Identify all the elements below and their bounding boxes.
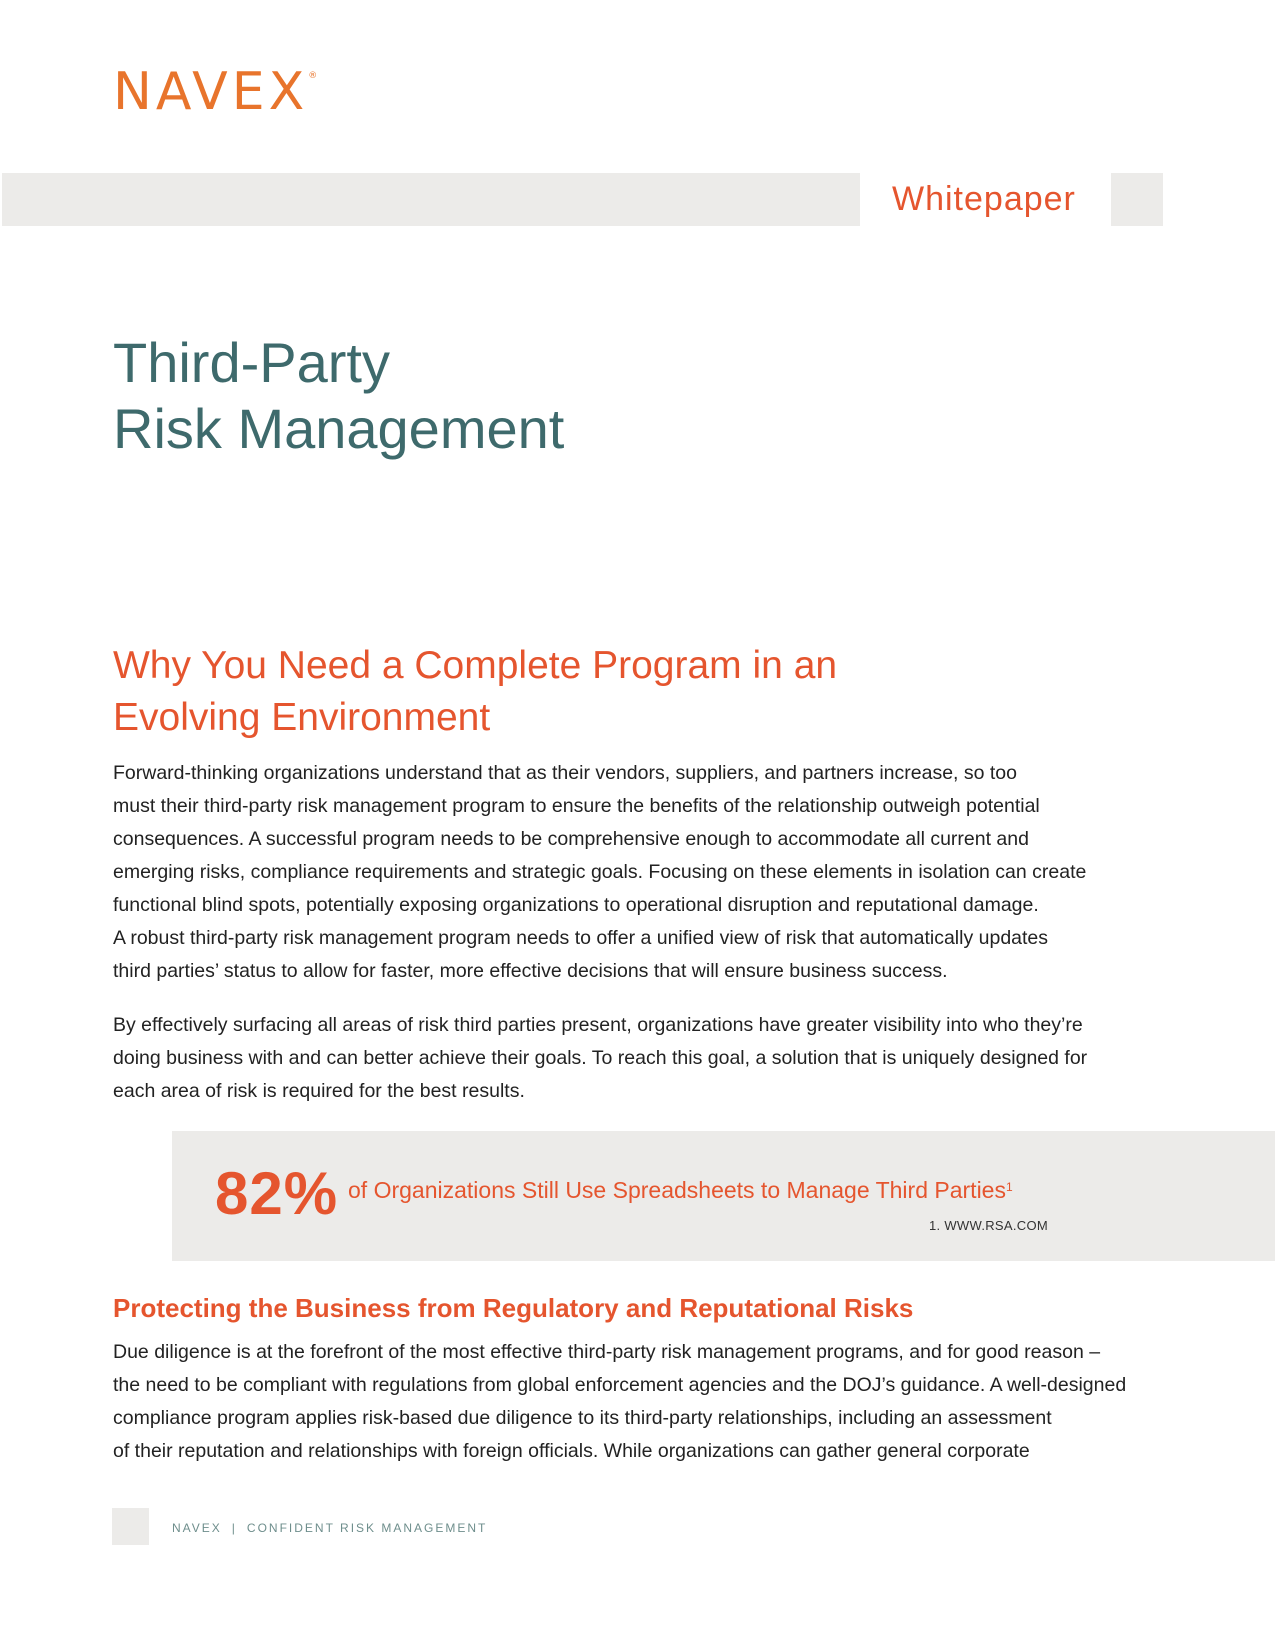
text-line: Forward-thinking organizations understand that as their vendors, suppliers, and partners increase, so too — [113, 762, 1017, 784]
footer-page-marker — [112, 1508, 149, 1545]
text-line: Due diligence is at the forefront of the most effective third-party risk management programs, and for good reason – — [113, 1341, 1101, 1363]
document-type-label: Whitepaper — [892, 180, 1076, 218]
page-title-line-1: Third-Party — [113, 331, 390, 394]
footer — [172, 1520, 487, 1536]
stat-number: 82% — [215, 1160, 339, 1227]
visibility-paragraph — [113, 1009, 1168, 1108]
footer-tagline: CONFIDENT RISK MANAGEMENT — [246, 1521, 488, 1535]
section-heading-why — [113, 640, 1163, 744]
footer-separator: | — [231, 1521, 237, 1535]
section-heading-protecting: Protecting the Business from Regulatory and Reputational Risks — [113, 1293, 914, 1323]
text-line: emerging risks, compliance requirements and strategic goals. Focusing on these elements in isolation can create — [113, 861, 1087, 883]
logo-text: NAVEX — [113, 62, 309, 122]
stat-description-text: of Organizations Still Use Spreadsheets to Manage Third Parties — [348, 1177, 1006, 1203]
due-diligence-paragraph — [113, 1336, 1168, 1468]
text-line: A robust third-party risk management program needs to offer a unified view of risk that automatically updates — [113, 927, 1049, 949]
navex-logo — [113, 62, 318, 122]
text-line: doing business with and can better achieve their goals. To reach this goal, a solution that is uniquely designed for — [113, 1047, 1088, 1069]
page-title-line-2: Risk Management — [113, 397, 565, 460]
text-line: functional blind spots, potentially exposing organizations to operational disruption and reputational damage. — [113, 894, 1039, 916]
registered-mark: ® — [308, 71, 318, 81]
page-title — [113, 330, 564, 462]
text-line: must their third-party risk management program to ensure the benefits of the relationship outweigh potential — [113, 795, 1040, 817]
text-line: the need to be compliant with regulations from global enforcement agencies and the DOJ’s guidance. A well-designed — [113, 1374, 1127, 1396]
stat-source: 1. WWW.RSA.COM — [928, 1218, 1048, 1233]
section-heading-line-2: Evolving Environment — [113, 696, 491, 739]
text-line: each area of risk is required for the best results. — [113, 1080, 525, 1102]
text-line: third parties’ status to allow for faster, more effective decisions that will ensure business success. — [113, 960, 948, 982]
section-heading-line-1: Why You Need a Complete Program in an — [113, 644, 838, 687]
text-line: consequences. A successful program needs to be comprehensive enough to accommodate all current and — [113, 828, 1029, 850]
stat-description — [348, 1174, 1013, 1206]
footer-brand: NAVEX — [172, 1521, 222, 1535]
intro-paragraph — [113, 757, 1168, 988]
text-line: of their reputation and relationships with foreign officials. While organizations can gather general corporate — [113, 1440, 1030, 1462]
header-band — [2, 173, 860, 226]
header-band-end — [1111, 173, 1163, 226]
text-line: By effectively surfacing all areas of risk third parties present, organizations have greater visibility into who they’re — [113, 1014, 1083, 1036]
footnote-mark: 1 — [1005, 1180, 1013, 1194]
text-line: compliance program applies risk-based due diligence to its third-party relationships, including an assessment — [113, 1407, 1052, 1429]
